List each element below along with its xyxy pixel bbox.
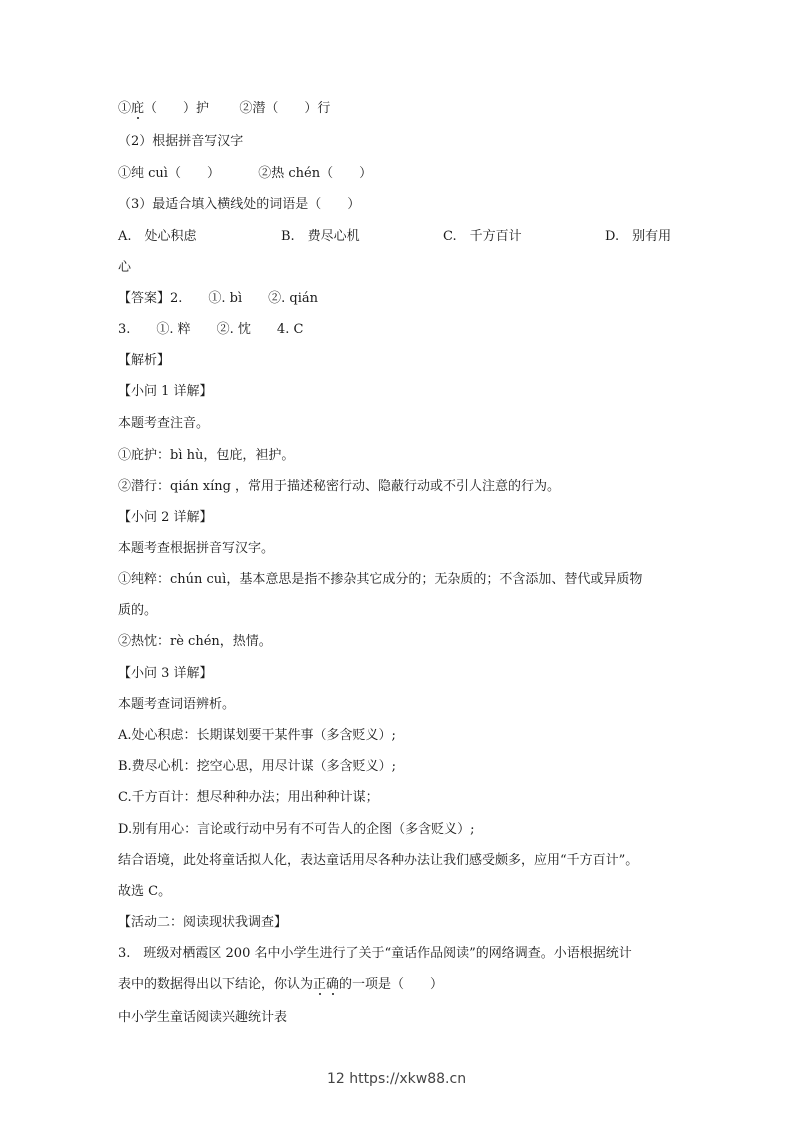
sub2-paragraph-2: ②热忱：rè chén，热情。 bbox=[118, 634, 272, 649]
sub2-paragraph-1-cont: 质的。 bbox=[118, 603, 158, 618]
option-a: A. 处心积虑 bbox=[118, 229, 197, 244]
analysis-heading: 【解析】 bbox=[118, 353, 171, 368]
q3-options bbox=[118, 227, 675, 247]
activity2-heading: 【活动二：阅读现状我调查】 bbox=[118, 915, 288, 930]
sub3-option-b: B.费尽心机：挖空心思，用尽计谋（多含贬义）; bbox=[118, 759, 397, 774]
sub2-intro: 本题考查根据拼音写汉字。 bbox=[118, 541, 275, 556]
sub3-conclusion: 故选 C。 bbox=[118, 884, 172, 899]
q2-items bbox=[118, 164, 675, 184]
dotted-char: 正 bbox=[313, 977, 327, 992]
q1-item2: ②潜（ ）行 bbox=[239, 101, 331, 116]
dotted-char: 确 bbox=[326, 977, 340, 992]
sub1-paragraph-1: ①庇护：bì hù，包庇，袒护。 bbox=[118, 448, 295, 463]
q1-item1: ①庇（ ）护 bbox=[118, 101, 210, 116]
sub3-option-d: D.别有用心：言论或行动中另有不可告人的企图（多含贬义）; bbox=[118, 822, 475, 837]
option-c: C. 千方百计 bbox=[443, 229, 522, 244]
activity2-question-line-1: 3. 班级对栖霞区 200 名中小学生进行了关于“童话作品阅读”的网络调查。小语根据统计 bbox=[118, 946, 632, 961]
option-d: D. 别有用 bbox=[605, 229, 672, 244]
sub1-intro: 本题考查注音。 bbox=[118, 416, 210, 431]
q3-heading: （3）最适合填入横线处的词语是（ ） bbox=[118, 197, 361, 212]
sub2-heading: 【小问 2 详解】 bbox=[118, 510, 213, 525]
sub3-paragraph: 结合语境，此处将童话拟人化，表达童话用尽各种办法让我们感受颇多，应用“千方百计”。 bbox=[118, 853, 639, 868]
q2-item1: ①纯 cuì（ ） bbox=[118, 166, 220, 181]
q1-line bbox=[118, 99, 675, 119]
option-d-wrap: 心 bbox=[118, 260, 132, 275]
sub1-paragraph-2: ②潜行：qián xíng ，常用于描述秘密行动、隐蔽行动或不引人注意的行为。 bbox=[118, 479, 561, 494]
answer-line-1: 【答案】2. ①. bì ②. qián bbox=[118, 291, 319, 306]
sub3-option-c: C.千方百计：想尽种种办法；用出种种计谋； bbox=[118, 790, 379, 805]
activity2-question-line-2: 表中的数据得出以下结论，你认为正确的一项是（ ） bbox=[118, 977, 444, 992]
sub2-paragraph-1: ①纯粹：chún cuì，基本意思是指不掺杂其它成分的；无杂质的；不含添加、替代或异质物 bbox=[118, 572, 643, 587]
q2-item2: ②热 chén（ ） bbox=[258, 166, 373, 181]
sub1-heading: 【小问 1 详解】 bbox=[118, 384, 213, 399]
table-title: 中小学生童话阅读兴趣统计表 bbox=[118, 1010, 288, 1025]
dotted-char: 庇 bbox=[131, 101, 145, 116]
page-footer: 12 https://xkw88.cn bbox=[326, 1071, 467, 1087]
sub3-intro: 本题考查词语辨析。 bbox=[118, 697, 236, 712]
sub3-heading: 【小问 3 详解】 bbox=[118, 666, 213, 681]
q2-heading: （2）根据拼音写汉字 bbox=[118, 134, 244, 149]
sub3-option-a: A.处心积虑：长期谋划要干某件事（多含贬义）; bbox=[118, 728, 396, 743]
answer-line-2: 3. ①. 粹 ②. 忱 4. C bbox=[118, 322, 304, 337]
option-b: B. 费尽心机 bbox=[281, 229, 360, 244]
